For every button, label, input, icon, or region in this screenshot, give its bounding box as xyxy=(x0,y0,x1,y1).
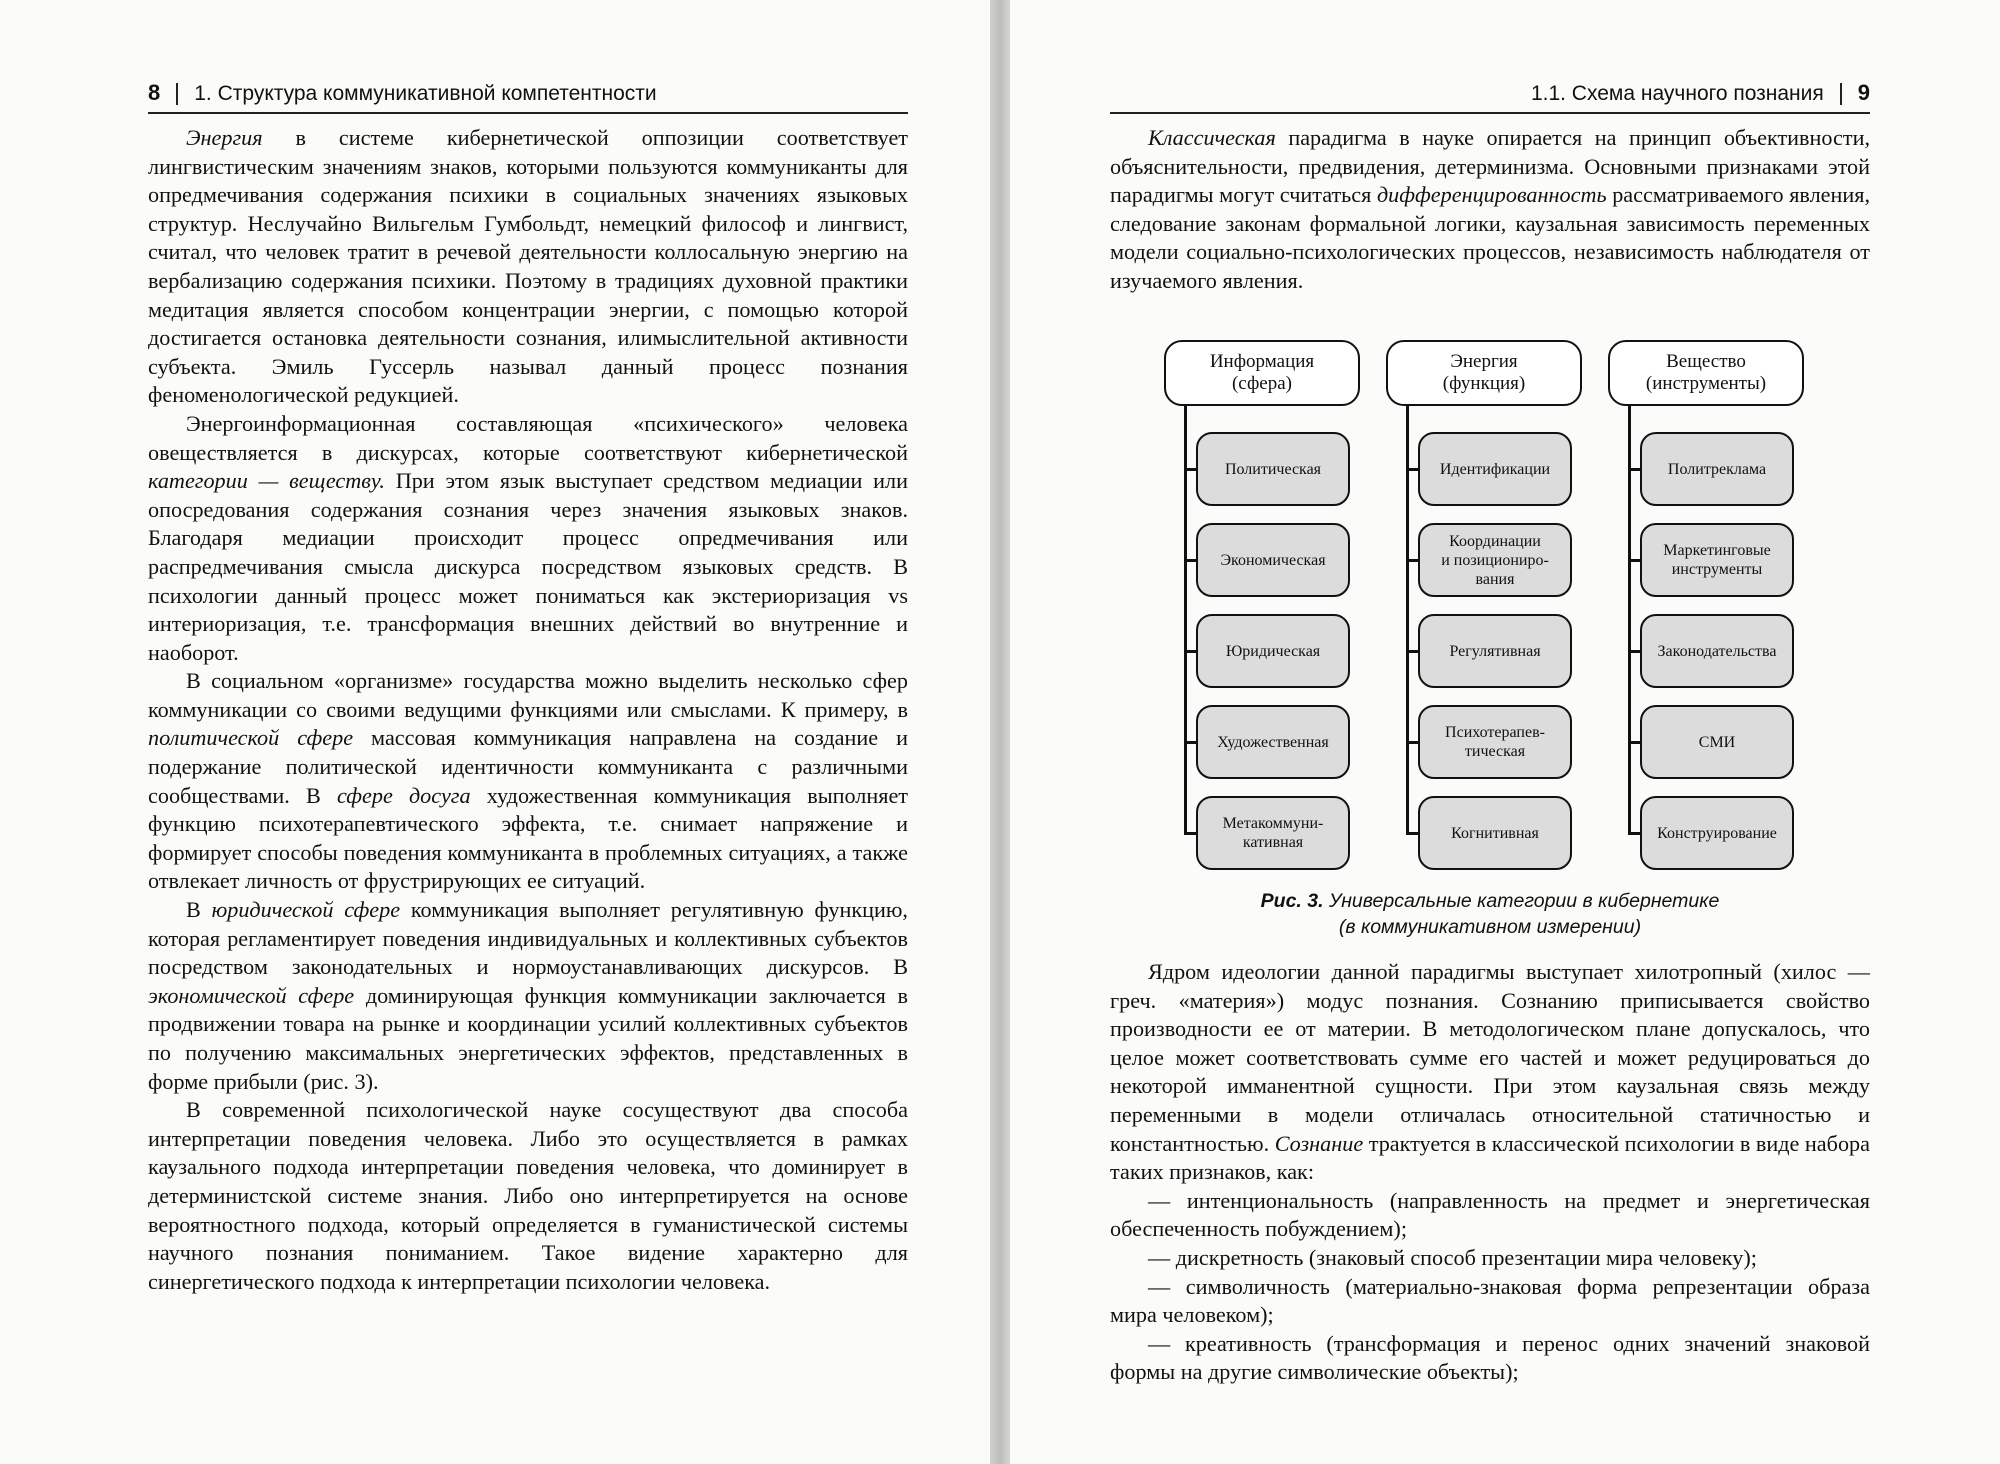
figure-diagram xyxy=(1164,340,1804,900)
diagram-item-box xyxy=(1196,614,1350,688)
text-run: в системе кибернетической оппозиции соответствует лингвистическим значениям знаков, которыми пользуются коммуниканты для опредмечивания содержания психики в социальных значениях языковых структур. Неслучайно Вильгельм Гумбольдт, немецкий философ и лингвист, считал, что человек тратит в речевой деятельности коллосальную энергию на вербализацию содержания психики. Поэтому в традициях духовной практики медитация является способом концентрации энергии, с помощью которой достигается остановка деятельности сознания, илимыслительной активности субъекта. Эмиль Гуссерль называл данный процесс познания феноменологической редукцией. xyxy=(148,125,908,408)
diagram-label-line: инструменты xyxy=(1671,561,1763,578)
figure-caption-line2: (в коммуникативном измерении) xyxy=(1338,916,1642,938)
diagram-label-line: (сфера) xyxy=(1231,373,1292,394)
diagram-item-box xyxy=(1196,523,1350,597)
diagram-item-box xyxy=(1640,796,1794,870)
diagram-label-line: Метакоммуни- xyxy=(1222,815,1324,832)
running-head-title-left: 1. Структура коммуникативной компетентности xyxy=(194,82,657,105)
text-run: — креативность (трансформация и перенос одних значений знаковой формы на другие символические объекты); xyxy=(1110,1330,1870,1385)
running-head-title-right: 1.1. Схема научного познания xyxy=(1530,82,1824,105)
diagram-item-box xyxy=(1196,705,1350,779)
diagram-label-line: и позициониро- xyxy=(1441,551,1549,569)
text-run: — интенциональность (направленность на предмет и энергетическая обеспеченность побуждением); xyxy=(1110,1187,1870,1242)
diagram-label-line: Идентификации xyxy=(1439,460,1551,478)
diagram-label-line: Художественная xyxy=(1217,733,1329,751)
diagram-label-line: Законодательства xyxy=(1657,642,1777,660)
text-run: В социальном «организме» государства можно выделить несколько сфер коммуникации со своими ведущими функциями или смыслами. К примеру, в xyxy=(148,668,908,722)
diagram-label-line: вания xyxy=(1475,570,1515,588)
diagram-label-line: тическая xyxy=(1464,743,1526,760)
italic-term: Энергия xyxy=(186,125,263,150)
diagram-item-box xyxy=(1418,705,1572,779)
italic-term: дифференцированность xyxy=(1376,182,1607,208)
italic-term: юридической сфере xyxy=(211,897,401,923)
figure-caption-label: Рис. 3. xyxy=(1260,890,1324,912)
left-body-text xyxy=(148,124,908,1296)
diagram-label-line: Когнитивная xyxy=(1451,824,1539,842)
text-run: В xyxy=(186,897,212,923)
diagram-label-line: Вещество xyxy=(1666,351,1746,372)
italic-term: политической сфере xyxy=(148,725,354,751)
diagram-item-box xyxy=(1640,614,1794,688)
diagram-category-header xyxy=(1164,340,1360,406)
diagram-label-line: СМИ xyxy=(1698,733,1736,751)
paragraph xyxy=(1110,1187,1870,1244)
italic-term: экономической сфере xyxy=(148,982,355,1008)
text-run: рассматриваемого явления, следование законам формальной логики, каузальная зависимость переменных модели социально-психологических процессов, независимость наблюдателя от изучаемого явления. xyxy=(1110,182,1871,293)
diagram-item-box xyxy=(1640,432,1794,506)
text-run: доминирующая функция коммуникации заключается в продвижении товара на рынке и координации усилий коллективных субъектов по получению максимальных энергетических эффектов, представленных в форме прибыли (рис. 3). xyxy=(148,982,908,1094)
italic-term: Классическая xyxy=(1148,125,1276,150)
left-page xyxy=(0,0,990,1464)
paragraph xyxy=(1110,1244,1870,1273)
paragraph xyxy=(148,1096,908,1296)
right-page xyxy=(1010,0,2000,1464)
diagram-label-line: Политическая xyxy=(1224,460,1322,478)
text-run: — символичность (материально-знаковая форма репрезентации образа мира человеком); xyxy=(1110,1273,1870,1328)
text-run: В современной психологической науке сосуществуют два способа интерпретации поведения человека. Либо это осуществляется в рамках каузального подхода интерпретации поведения человека, что доминирует в детерминистской системе знания. Либо оно интерпретируется на основе вероятностного подхода, который определяется в гуманистической системы научного познания пониманием. Такое видение характерно для синергетического подхода к интерпретации психологии человека. xyxy=(148,1097,908,1294)
diagram-category-header xyxy=(1608,340,1804,406)
diagram-label-line: Конструирование xyxy=(1657,824,1777,842)
diagram-item-box xyxy=(1418,523,1572,597)
diagram-label-line: Психотерапев- xyxy=(1445,724,1545,741)
diagram-label-line: Экономическая xyxy=(1220,551,1326,569)
text-run: парадигма в науке опирается на принцип объективности, объяснительности, предвидения, детерминизма. Основными признаками этой парадигмы могут считаться xyxy=(1110,125,1870,208)
paragraph xyxy=(148,896,908,1096)
diagram-label-line: Координации xyxy=(1449,532,1541,550)
paragraph xyxy=(148,410,908,667)
right-body-text-bottom xyxy=(1110,958,1870,1387)
diagram-item-box xyxy=(1418,432,1572,506)
paragraph xyxy=(1110,124,1870,296)
italic-term: Сознание xyxy=(1274,1130,1364,1156)
diagram-item-box xyxy=(1196,796,1350,870)
page-number-right: 9 xyxy=(1857,80,1870,105)
diagram-item-box xyxy=(1640,523,1794,597)
diagram-label-line: кативная xyxy=(1242,834,1304,851)
diagram-label-line: (инструменты) xyxy=(1645,373,1767,394)
diagram-label-line: Регулятивная xyxy=(1449,642,1541,660)
diagram-label-line: Энергия xyxy=(1450,351,1518,372)
diagram-label-line: (функция) xyxy=(1442,373,1526,394)
text-run: При этом язык выступает средством медиации или опосредования содержания сознания через значения языковых знаков. Благодаря медиации происходит процесс опредмечивания или распредмечивания смысла дискурса посредством языковых средств. В психологии данный процесс может пониматься как экстериоризация vs интериоризация, т.е. трансформация внешних действий во внутренние и наоборот. xyxy=(148,468,908,665)
text-run: Энергоинформационная составляющая «психического» человека овеществляется в дискурсах, которые соответствуют кибернетической xyxy=(148,410,908,465)
paragraph xyxy=(148,667,908,896)
diagram-category-header xyxy=(1386,340,1582,406)
diagram-item-box xyxy=(1418,796,1572,870)
diagram-label-line: Политреклама xyxy=(1667,460,1767,478)
page-number-left: 8 xyxy=(148,80,161,105)
paragraph xyxy=(1110,1273,1870,1330)
running-head-separator xyxy=(1840,83,1842,105)
text-run: массовая коммуникация направлена на создание и подержание политической идентичности коммуниканта с различными сообществами. В xyxy=(148,725,908,808)
paragraph xyxy=(1110,958,1870,1187)
diagram-item-box xyxy=(1196,432,1350,506)
text-run: — дискретность (знаковый способ презентации мира человеку); xyxy=(1148,1244,1757,1270)
text-run: Ядром идеологии данной парадигмы выступает хилотропный (хилос — греч. «материя») модус познания. Сознанию приписывается свойство производности ее от материи. В методологическом плане допускалось, что целое может соответствовать сумме его частей и может редуцироваться до некоторой имманентной сущности. При этом каузальная связь между переменными в модели отличалась относительной статичностью и константностью. xyxy=(1110,959,1870,1156)
paragraph xyxy=(148,124,908,410)
running-head-right xyxy=(1110,76,1870,114)
diagram-item-box xyxy=(1418,614,1572,688)
diagram-label-line: Информация xyxy=(1209,351,1315,372)
text-run: коммуникация выполняет регулятивную функцию, которая регламентирует поведения индивидуальных и коллективных субъектов посредством законодательных и нормоустанавливающих дискурсов. В xyxy=(148,897,908,980)
running-head-left xyxy=(148,76,908,114)
italic-term: сфере досуга xyxy=(336,782,471,808)
running-head-separator xyxy=(176,83,178,105)
text-run: трактуется в классической психологии в виде набора таких признаков, как: xyxy=(1110,1130,1870,1185)
diagram-label-line: Маркетинговые xyxy=(1663,542,1771,559)
text-run: художественная коммуникация выполняет функцию психотерапевтического эффекта, т.е. снимает напряжение и формирует способы поведения коммуниканта в проблемных ситуациях, а также отвлекает личность от фрустрирующих ее ситуаций. xyxy=(148,782,909,894)
right-body-text-top xyxy=(1110,124,1870,296)
figure-caption-line1: Универсальные категории в кибернетике xyxy=(1328,890,1720,912)
paragraph xyxy=(1110,1330,1870,1387)
book-gutter xyxy=(990,0,1010,1464)
diagram-label-line: Юридическая xyxy=(1225,642,1321,660)
figure-caption xyxy=(1110,888,1870,940)
diagram-item-box xyxy=(1640,705,1794,779)
italic-term: категории — веществу. xyxy=(148,468,385,494)
